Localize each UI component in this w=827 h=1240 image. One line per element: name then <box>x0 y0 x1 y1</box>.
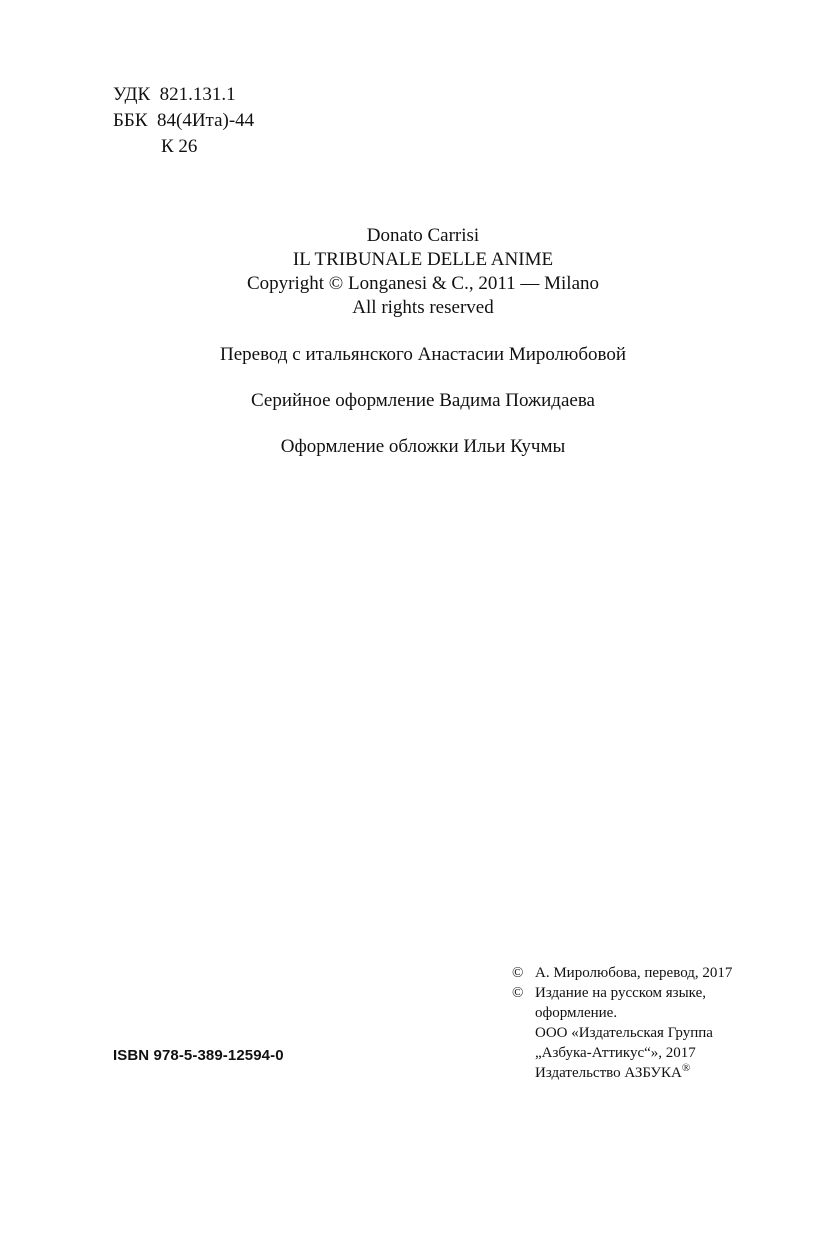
bbk-code: ББК 84(4Ита)-44 <box>113 110 255 131</box>
original-copyright: Copyright © Longanesi & C., 2011 — Milano <box>246 273 600 294</box>
author-mark: К 26 <box>161 136 198 157</box>
series-design-credit: Серийное оформление Вадима Пожидаева <box>251 390 595 411</box>
translation-credit: Перевод с итальянского Анастасии Миролюбовой <box>219 344 626 365</box>
copyright-block <box>512 963 732 1083</box>
copyright-design-text: оформление. <box>535 1005 618 1021</box>
copyright-line-edition <box>512 983 732 1003</box>
classification-block <box>113 82 254 160</box>
copyright-symbol: © <box>512 985 524 1001</box>
isbn-number: ISBN 978-5-389-12594-0 <box>113 1047 284 1064</box>
copyright-edition-text: Издание на русском языке, <box>535 985 706 1001</box>
rights-reserved: All rights reserved <box>352 297 494 318</box>
copyright-translation-text: А. Миролюбова, перевод, 2017 <box>535 965 733 981</box>
publisher-imprint-text: Издательство АЗБУКА <box>535 1065 682 1081</box>
publisher-name-text: „Азбука-Аттикус“», 2017 <box>535 1045 696 1061</box>
original-author: Donato Carrisi <box>366 225 480 246</box>
udk-code: УДК 821.131.1 <box>113 84 236 105</box>
publisher-group-text: ООО «Издательская Группа <box>535 1025 713 1041</box>
copyright-line-translation <box>512 963 732 983</box>
cover-design-credit: Оформление обложки Ильи Кучмы <box>280 436 566 457</box>
copyright-symbol: © <box>512 965 524 981</box>
original-title: IL TRIBUNALE DELLE ANIME <box>292 249 554 270</box>
publisher-imprint <box>512 1063 732 1083</box>
registered-mark: ® <box>681 1062 691 1074</box>
credits-block <box>0 224 827 459</box>
